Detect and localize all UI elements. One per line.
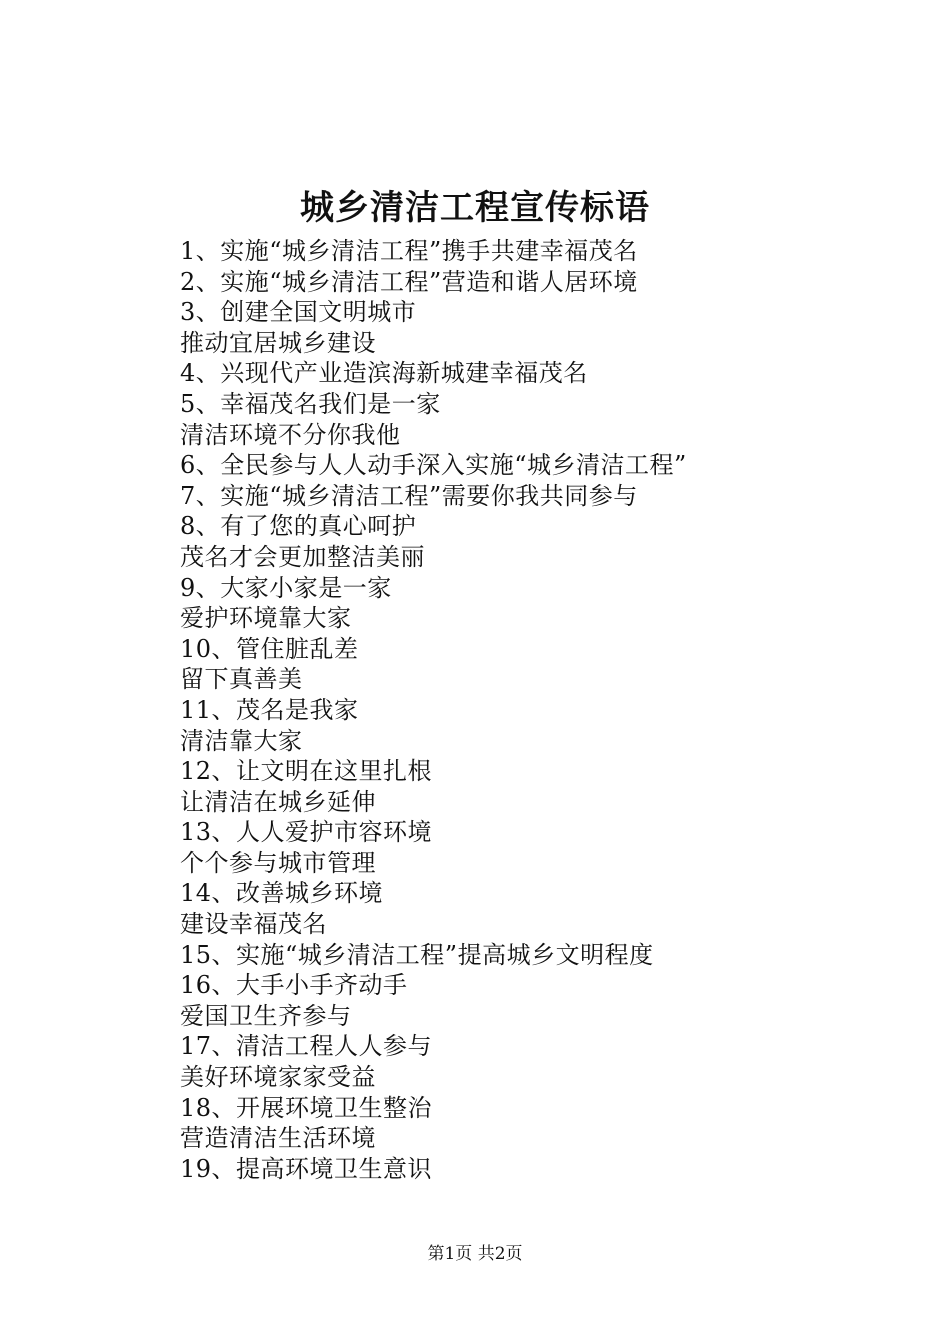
slogan-line: 16、大手小手齐动手 <box>180 971 408 1000</box>
slogan-line: 1、实施“城乡清洁工程”携手共建幸福茂名 <box>180 237 638 265</box>
slogan-line: 19、提高环境卫生意识 <box>180 1154 433 1183</box>
slogan-line: 17、清洁工程人人参与 <box>180 1032 433 1061</box>
slogan-line: 清洁靠大家 <box>180 726 303 755</box>
slogan-line: 2、实施“城乡清洁工程”营造和谐人居环境 <box>180 267 638 296</box>
slogan-line: 留下真善美 <box>180 665 303 694</box>
slogan-line: 让清洁在城乡延伸 <box>180 787 376 816</box>
slogan-line: 5、幸福茂名我们是一家 <box>180 389 441 418</box>
page-footer: 第1页 共2页 <box>427 1244 523 1264</box>
slogan-line: 14、改善城乡环境 <box>180 879 384 908</box>
slogan-line: 13、人人爱护市容环境 <box>180 818 433 847</box>
slogan-line: 15、实施“城乡清洁工程”提高城乡文明程度 <box>180 940 654 969</box>
slogan-line: 清洁环境不分你我他 <box>180 420 401 449</box>
slogan-line: 建设幸福茂名 <box>180 910 327 939</box>
slogan-line: 4、兴现代产业造滨海新城建幸福茂名 <box>180 359 588 388</box>
slogan-line: 10、管住脏乱差 <box>180 634 359 663</box>
slogan-line: 11、茂名是我家 <box>180 695 359 724</box>
slogan-line: 3、创建全国文明城市 <box>180 298 417 327</box>
slogan-line: 爱护环境靠大家 <box>180 604 352 633</box>
slogan-line: 茂名才会更加整洁美丽 <box>180 542 425 571</box>
slogan-line: 12、让文明在这里扎根 <box>180 757 433 786</box>
slogan-line: 爱国卫生齐参与 <box>180 1001 352 1030</box>
slogan-line: 美好环境家家受益 <box>180 1063 376 1092</box>
slogan-line: 18、开展环境卫生整治 <box>180 1093 433 1122</box>
slogan-line: 营造清洁生活环境 <box>180 1124 376 1153</box>
slogan-line: 6、全民参与人人动手深入实施“城乡清洁工程” <box>180 451 687 480</box>
slogan-line: 推动宜居城乡建设 <box>180 328 376 357</box>
slogan-line: 个个参与城市管理 <box>180 848 376 877</box>
slogan-line: 8、有了您的真心呵护 <box>180 512 417 541</box>
slogan-line: 9、大家小家是一家 <box>180 573 392 602</box>
slogan-line: 7、实施“城乡清洁工程”需要你我共同参与 <box>180 481 638 510</box>
page-title: 城乡清洁工程宣传标语 <box>300 188 650 228</box>
slogan-list <box>180 236 880 1184</box>
